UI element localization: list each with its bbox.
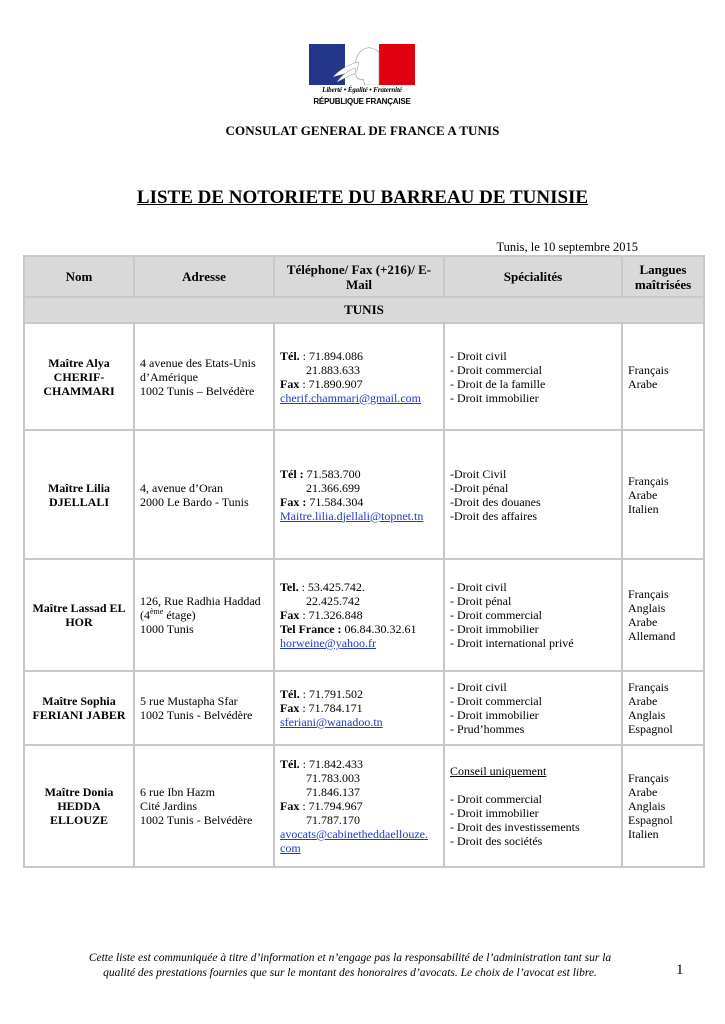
republique-francaise-logo: [307, 44, 417, 110]
lawyer-name: Maître Sophia FERIANI JABER: [24, 671, 134, 745]
lawyers-table: [23, 255, 705, 868]
lawyer-languages: Français Arabe Anglais Espagnol: [622, 671, 704, 745]
lawyer-languages: Français Anglais Arabe Allemand: [622, 559, 704, 671]
lawyer-languages: Français Arabe: [622, 323, 704, 430]
document-date: Tunis, le 10 septembre 2015: [496, 240, 638, 254]
lawyer-specialties: - Droit civil - Droit pénal - Droit commercial - Droit immobilier - Droit international privé: [444, 559, 622, 671]
email-link[interactable]: Maitre.lilia.djellali@topnet.tn: [280, 508, 424, 523]
email-link[interactable]: avocats@cabinetheddaellouze. com: [280, 827, 428, 855]
lawyer-address: 5 rue Mustapha Sfar 1002 Tunis - Belvédère: [134, 671, 274, 745]
lawyer-address: 4 avenue des Etats-Unis d’Amérique 1002 Tunis – Belvédère: [134, 323, 274, 430]
lawyer-address: 126, Rue Radhia Haddad (4ème étage) 1000 Tunis: [134, 559, 274, 671]
section-row: [24, 297, 704, 323]
column-header-langues: Langues maîtrisées: [622, 256, 704, 297]
page-title: LISTE DE NOTORIETE DU BARREAU DE TUNISIE: [136, 187, 589, 208]
lawyer-address: 4, avenue d’Oran 2000 Le Bardo - Tunis: [134, 430, 274, 559]
table-row: [24, 671, 704, 745]
page-number: 1: [676, 962, 684, 978]
lawyer-name: Maître Donia HEDDA ELLOUZE: [24, 745, 134, 867]
lawyer-specialties: - Droit civil - Droit commercial - Droit immobilier - Prud’hommes: [444, 671, 622, 745]
lawyer-address: 6 rue Ibn Hazm Cité Jardins 1002 Tunis - Belvédère: [134, 745, 274, 867]
table-row: [24, 745, 704, 867]
lawyer-languages: Français Arabe Anglais Espagnol Italien: [622, 745, 704, 867]
lawyer-contact: Tel. : 53.425.742. 22.425.742 Fax : 71.326.848 Tel France : 06.84.30.32.61 horweine@yahoo.fr: [274, 559, 444, 671]
email-link[interactable]: sferiani@wanadoo.tn: [280, 715, 383, 729]
email-link[interactable]: horweine@yahoo.fr: [280, 636, 377, 650]
column-header-telephone: Téléphone/ Fax (+216)/ E-Mail: [274, 256, 444, 297]
lawyer-specialties: -Droit Civil -Droit pénal -Droit des douanes -Droit des affaires: [444, 430, 622, 559]
lawyer-name: Maître Lassad EL HOR: [24, 559, 134, 671]
email-link[interactable]: cherif.chammari@gmail.com: [280, 390, 421, 405]
specialties-note: Conseil uniquement: [450, 764, 547, 778]
table-header-row: [24, 256, 704, 297]
motto: Liberté • Égalité • Fraternité: [322, 86, 402, 94]
consulat-heading: CONSULAT GENERAL DE FRANCE A TUNIS: [225, 123, 500, 138]
lawyer-contact: Tél : 71.583.700 21.366.699 Fax : 71.584.304 Maitre.lilia.djellali@topnet.tn: [274, 430, 444, 559]
column-header-specialites: Spécialités: [444, 256, 622, 297]
table-row: [24, 430, 704, 559]
republic-name: RÉPUBLIQUE FRANÇAISE: [313, 97, 411, 106]
marianne-flag-icon: [309, 44, 415, 85]
footer-disclaimer: Cette liste est communiquée à titre d’information et n’engage pas la responsabilité de l’administration tant sur la qualité des prestations fournies que sur le montant des honoraires d’avocats. Le choix de l’avocat est libre.: [88, 952, 612, 979]
column-header-adresse: Adresse: [134, 256, 274, 297]
lawyer-contact: Tél. : 71.842.433 71.783.003 71.846.137 Fax : 71.794.967 71.787.170 avocats@cabinetheddaellouze. com: [274, 745, 444, 867]
lawyer-contact: Tél. : 71.894.086 21.883.633 Fax : 71.890.907 cherif.chammari@gmail.com: [274, 323, 444, 430]
lawyer-contact: Tél. : 71.791.502 Fax : 71.784.171 sferiani@wanadoo.tn: [274, 671, 444, 745]
lawyer-name: Maître Alya CHERIF- CHAMMARI: [24, 323, 134, 430]
lawyer-specialties: Conseil uniquement - Droit commercial - Droit immobilier - Droit des investissements - Droit des sociétés: [444, 745, 622, 867]
table-row: [24, 559, 704, 671]
table-row: [24, 323, 704, 430]
lawyer-name: Maître Lilia DJELLALI: [24, 430, 134, 559]
section-label: TUNIS: [24, 297, 704, 323]
column-header-nom: Nom: [24, 256, 134, 297]
lawyer-specialties: - Droit civil - Droit commercial - Droit de la famille - Droit immobilier: [444, 323, 622, 430]
lawyer-languages: Français Arabe Italien: [622, 430, 704, 559]
